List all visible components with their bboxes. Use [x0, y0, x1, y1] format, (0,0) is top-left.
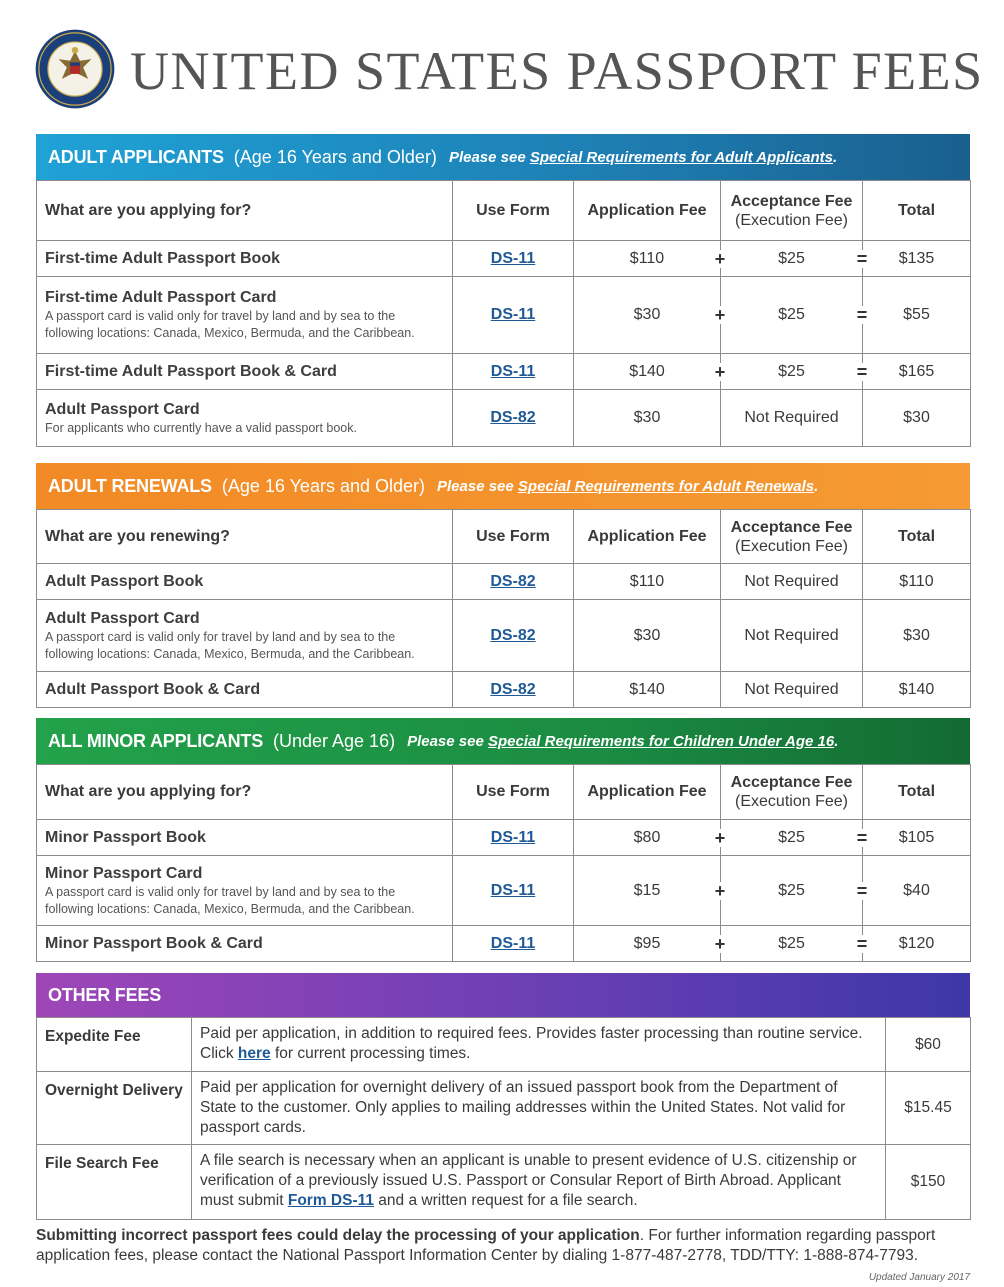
- equals-sign: =: [854, 306, 870, 324]
- item-title: Adult Passport Book & Card: [45, 680, 261, 698]
- acceptance-fee-header: Acceptance Fee (Execution Fee): [721, 510, 863, 564]
- table-row: [37, 820, 971, 856]
- updated-date: Updated January 2017: [868, 1272, 970, 1283]
- table-row: [37, 600, 971, 672]
- adult-applicants-section: [36, 134, 970, 447]
- table-row: [37, 856, 971, 926]
- application-fee-header: Application Fee: [574, 765, 721, 820]
- item-description: A passport card is valid only for travel by land and by sea to the following locations: Canada, Mexico, Bermuda, and the Caribbean.: [45, 884, 415, 916]
- question-header: What are you applying for?: [37, 181, 453, 241]
- total-header: Total: [863, 510, 971, 564]
- minor-applicants-section: [36, 718, 970, 962]
- question-header: What are you applying for?: [37, 765, 453, 820]
- total-fee: $30: [903, 409, 930, 426]
- adult-applicants-table: [36, 180, 971, 447]
- table-header-row: [37, 181, 971, 241]
- total-fee: $105: [898, 828, 935, 846]
- other-fees-header: [36, 973, 970, 1017]
- other-fees-table: [36, 1017, 971, 1220]
- form-link[interactable]: DS-82: [490, 680, 536, 698]
- acceptance-fee: $25: [778, 934, 805, 952]
- table-row: [37, 1018, 971, 1072]
- plus-sign: +: [712, 250, 728, 268]
- form-link[interactable]: DS-82: [490, 409, 536, 426]
- acceptance-fee: $25: [778, 881, 805, 899]
- equals-sign: =: [854, 250, 870, 268]
- section-age: (Age 16 Years and Older): [233, 146, 437, 167]
- footer-warning: Submitting incorrect passport fees could delay the processing of your application: [36, 1227, 640, 1244]
- item-title: Minor Passport Card: [45, 864, 203, 882]
- application-fee: $110: [629, 572, 665, 590]
- acceptance-fee: Not Required: [744, 626, 839, 644]
- other-fees-section: [36, 973, 970, 1220]
- item-description: A passport card is valid only for travel by land and by sea to the following locations: Canada, Mexico, Bermuda, and the Caribbean.: [45, 309, 415, 340]
- page-title: UNITED STATES PASSPORT FEES: [130, 41, 984, 101]
- question-header: What are you renewing?: [37, 510, 453, 564]
- adult-renewals-section: [36, 463, 970, 708]
- table-row: [37, 926, 971, 962]
- section-title: ALL MINOR APPLICANTS: [48, 730, 263, 751]
- form-link[interactable]: DS-11: [490, 934, 536, 952]
- total-fee: $135: [898, 249, 935, 267]
- adult-requirements-link[interactable]: Special Requirements for Adult Applicants: [529, 148, 833, 166]
- item-title: Minor Passport Book & Card: [45, 934, 263, 952]
- section-title: OTHER FEES: [48, 984, 162, 1005]
- application-fee: $15: [633, 881, 661, 899]
- acceptance-fee: Not Required: [744, 680, 839, 698]
- form-link[interactable]: DS-11: [490, 249, 536, 267]
- form-link[interactable]: DS-11: [490, 306, 536, 323]
- item-title: First-time Adult Passport Book: [45, 249, 280, 267]
- equals-sign: =: [854, 829, 870, 847]
- application-fee: $95: [633, 934, 661, 952]
- table-header-row: [37, 510, 971, 564]
- total-fee: $140: [898, 680, 935, 698]
- section-title: ADULT RENEWALS: [48, 475, 212, 496]
- item-description: For applicants who currently have a valid passport book.: [45, 420, 357, 435]
- total-header: Total: [863, 181, 971, 241]
- fee-name: File Search Fee: [37, 1145, 192, 1220]
- equals-sign: =: [854, 363, 870, 381]
- item-title: First-time Adult Passport Card: [45, 289, 277, 306]
- item-title: First-time Adult Passport Book & Card: [45, 362, 337, 380]
- plus-sign: +: [712, 306, 728, 324]
- section-note: Please see Special Requirements for Children Under Age 16.: [407, 732, 839, 750]
- item-description: A passport card is valid only for travel by land and by sea to the following locations: Canada, Mexico, Bermuda, and the Caribbean.: [45, 629, 415, 661]
- table-row: [37, 277, 971, 354]
- application-fee: $30: [633, 306, 661, 323]
- use-form-header: Use Form: [453, 181, 574, 241]
- acceptance-fee: $25: [778, 828, 805, 846]
- fee-description: Paid per application, in addition to required fees. Provides faster processing than routine service. Click here for current processing times.: [192, 1018, 886, 1072]
- acceptance-fee-header: Acceptance Fee (Execution Fee): [721, 765, 863, 820]
- application-fee-header: Application Fee: [574, 510, 721, 564]
- form-link[interactable]: DS-82: [490, 626, 536, 644]
- form-link[interactable]: DS-11: [490, 828, 536, 846]
- application-fee: $80: [633, 828, 661, 846]
- section-title: ADULT APPLICANTS: [48, 146, 224, 167]
- fee-description: A file search is necessary when an applicant is unable to present evidence of U.S. citizenship or verification of a previously issued U.S. Passport or Consular Report of Birth Abroad. Applicant must submit Form DS-11 and a written request for a file search.: [192, 1145, 886, 1220]
- fee-description: Paid per application for overnight delivery of an issued passport book from the Department of State to the customer. Only applies to mailing addresses within the United States. Not valid for passport cards.: [192, 1072, 886, 1145]
- footer-note: [36, 1226, 970, 1266]
- fee-name: Overnight Delivery: [37, 1072, 192, 1145]
- form-link[interactable]: DS-82: [490, 572, 536, 590]
- section-note: Please see Special Requirements for Adult Applicants.: [448, 148, 838, 166]
- application-fee: $140: [629, 362, 665, 380]
- page-header: [30, 24, 984, 120]
- fee-amount: $60: [886, 1018, 971, 1072]
- total-fee: $165: [898, 362, 935, 380]
- footer-contact: . For further information regarding passport application fees, please contact the National Passport Information Center by dialing 1-877-487-2778, TDD/TTY: 1-888-874-7793.: [36, 1227, 936, 1264]
- fee-name: Expedite Fee: [37, 1018, 192, 1072]
- acceptance-fee: $25: [778, 306, 805, 323]
- total-fee: $110: [899, 572, 934, 590]
- processing-times-link[interactable]: here: [237, 1045, 271, 1062]
- renewal-requirements-link[interactable]: Special Requirements for Adult Renewals: [517, 477, 815, 495]
- fee-amount: $15.45: [886, 1072, 971, 1145]
- application-fee: $30: [633, 626, 661, 644]
- item-title: Adult Passport Book: [45, 572, 204, 590]
- total-fee: $55: [903, 306, 930, 323]
- table-row: [37, 1145, 971, 1220]
- use-form-header: Use Form: [453, 765, 574, 820]
- application-fee: $30: [633, 409, 661, 426]
- acceptance-fee: $25: [778, 362, 805, 380]
- minor-applicants-table: [36, 764, 971, 962]
- table-row: [37, 354, 971, 390]
- minor-requirements-link[interactable]: Special Requirements for Children Under Age 16: [487, 732, 835, 750]
- application-fee: $140: [629, 680, 665, 698]
- acceptance-fee: $25: [778, 249, 805, 267]
- acceptance-fee-header: Acceptance Fee (Execution Fee): [721, 181, 863, 241]
- form-link[interactable]: DS-11: [490, 362, 536, 380]
- application-fee: $110: [629, 249, 665, 267]
- table-row: [37, 672, 971, 708]
- form-link[interactable]: DS-11: [490, 881, 536, 899]
- department-of-state-seal-icon: [34, 28, 116, 110]
- form-ds11-link[interactable]: Form DS-11: [287, 1192, 374, 1209]
- total-fee: $30: [903, 626, 930, 644]
- plus-sign: +: [712, 935, 728, 953]
- acceptance-fee: Not Required: [744, 409, 839, 426]
- plus-sign: +: [712, 882, 728, 900]
- use-form-header: Use Form: [453, 510, 574, 564]
- total-fee: $120: [898, 934, 935, 952]
- item-title: Adult Passport Card: [45, 609, 200, 627]
- table-row: [37, 564, 971, 600]
- section-age: (Age 16 Years and Older): [221, 475, 425, 496]
- section-age: (Under Age 16): [273, 730, 396, 751]
- total-header: Total: [863, 765, 971, 820]
- plus-sign: +: [712, 829, 728, 847]
- plus-sign: +: [712, 363, 728, 381]
- section-note: Please see Special Requirements for Adult Renewals.: [437, 477, 819, 495]
- table-row: [37, 390, 971, 447]
- equals-sign: =: [854, 882, 870, 900]
- application-fee-header: Application Fee: [574, 181, 721, 241]
- equals-sign: =: [854, 935, 870, 953]
- table-row: [37, 241, 971, 277]
- acceptance-fee: Not Required: [744, 572, 839, 590]
- adult-applicants-header: [36, 134, 970, 180]
- adult-renewals-table: [36, 509, 971, 708]
- total-fee: $40: [903, 881, 930, 899]
- minor-applicants-header: [36, 718, 970, 764]
- item-title: Adult Passport Card: [45, 400, 200, 418]
- adult-renewals-header: [36, 463, 970, 509]
- table-header-row: [37, 765, 971, 820]
- fee-amount: $150: [886, 1145, 971, 1220]
- item-title: Minor Passport Book: [45, 828, 206, 846]
- table-row: [37, 1072, 971, 1145]
